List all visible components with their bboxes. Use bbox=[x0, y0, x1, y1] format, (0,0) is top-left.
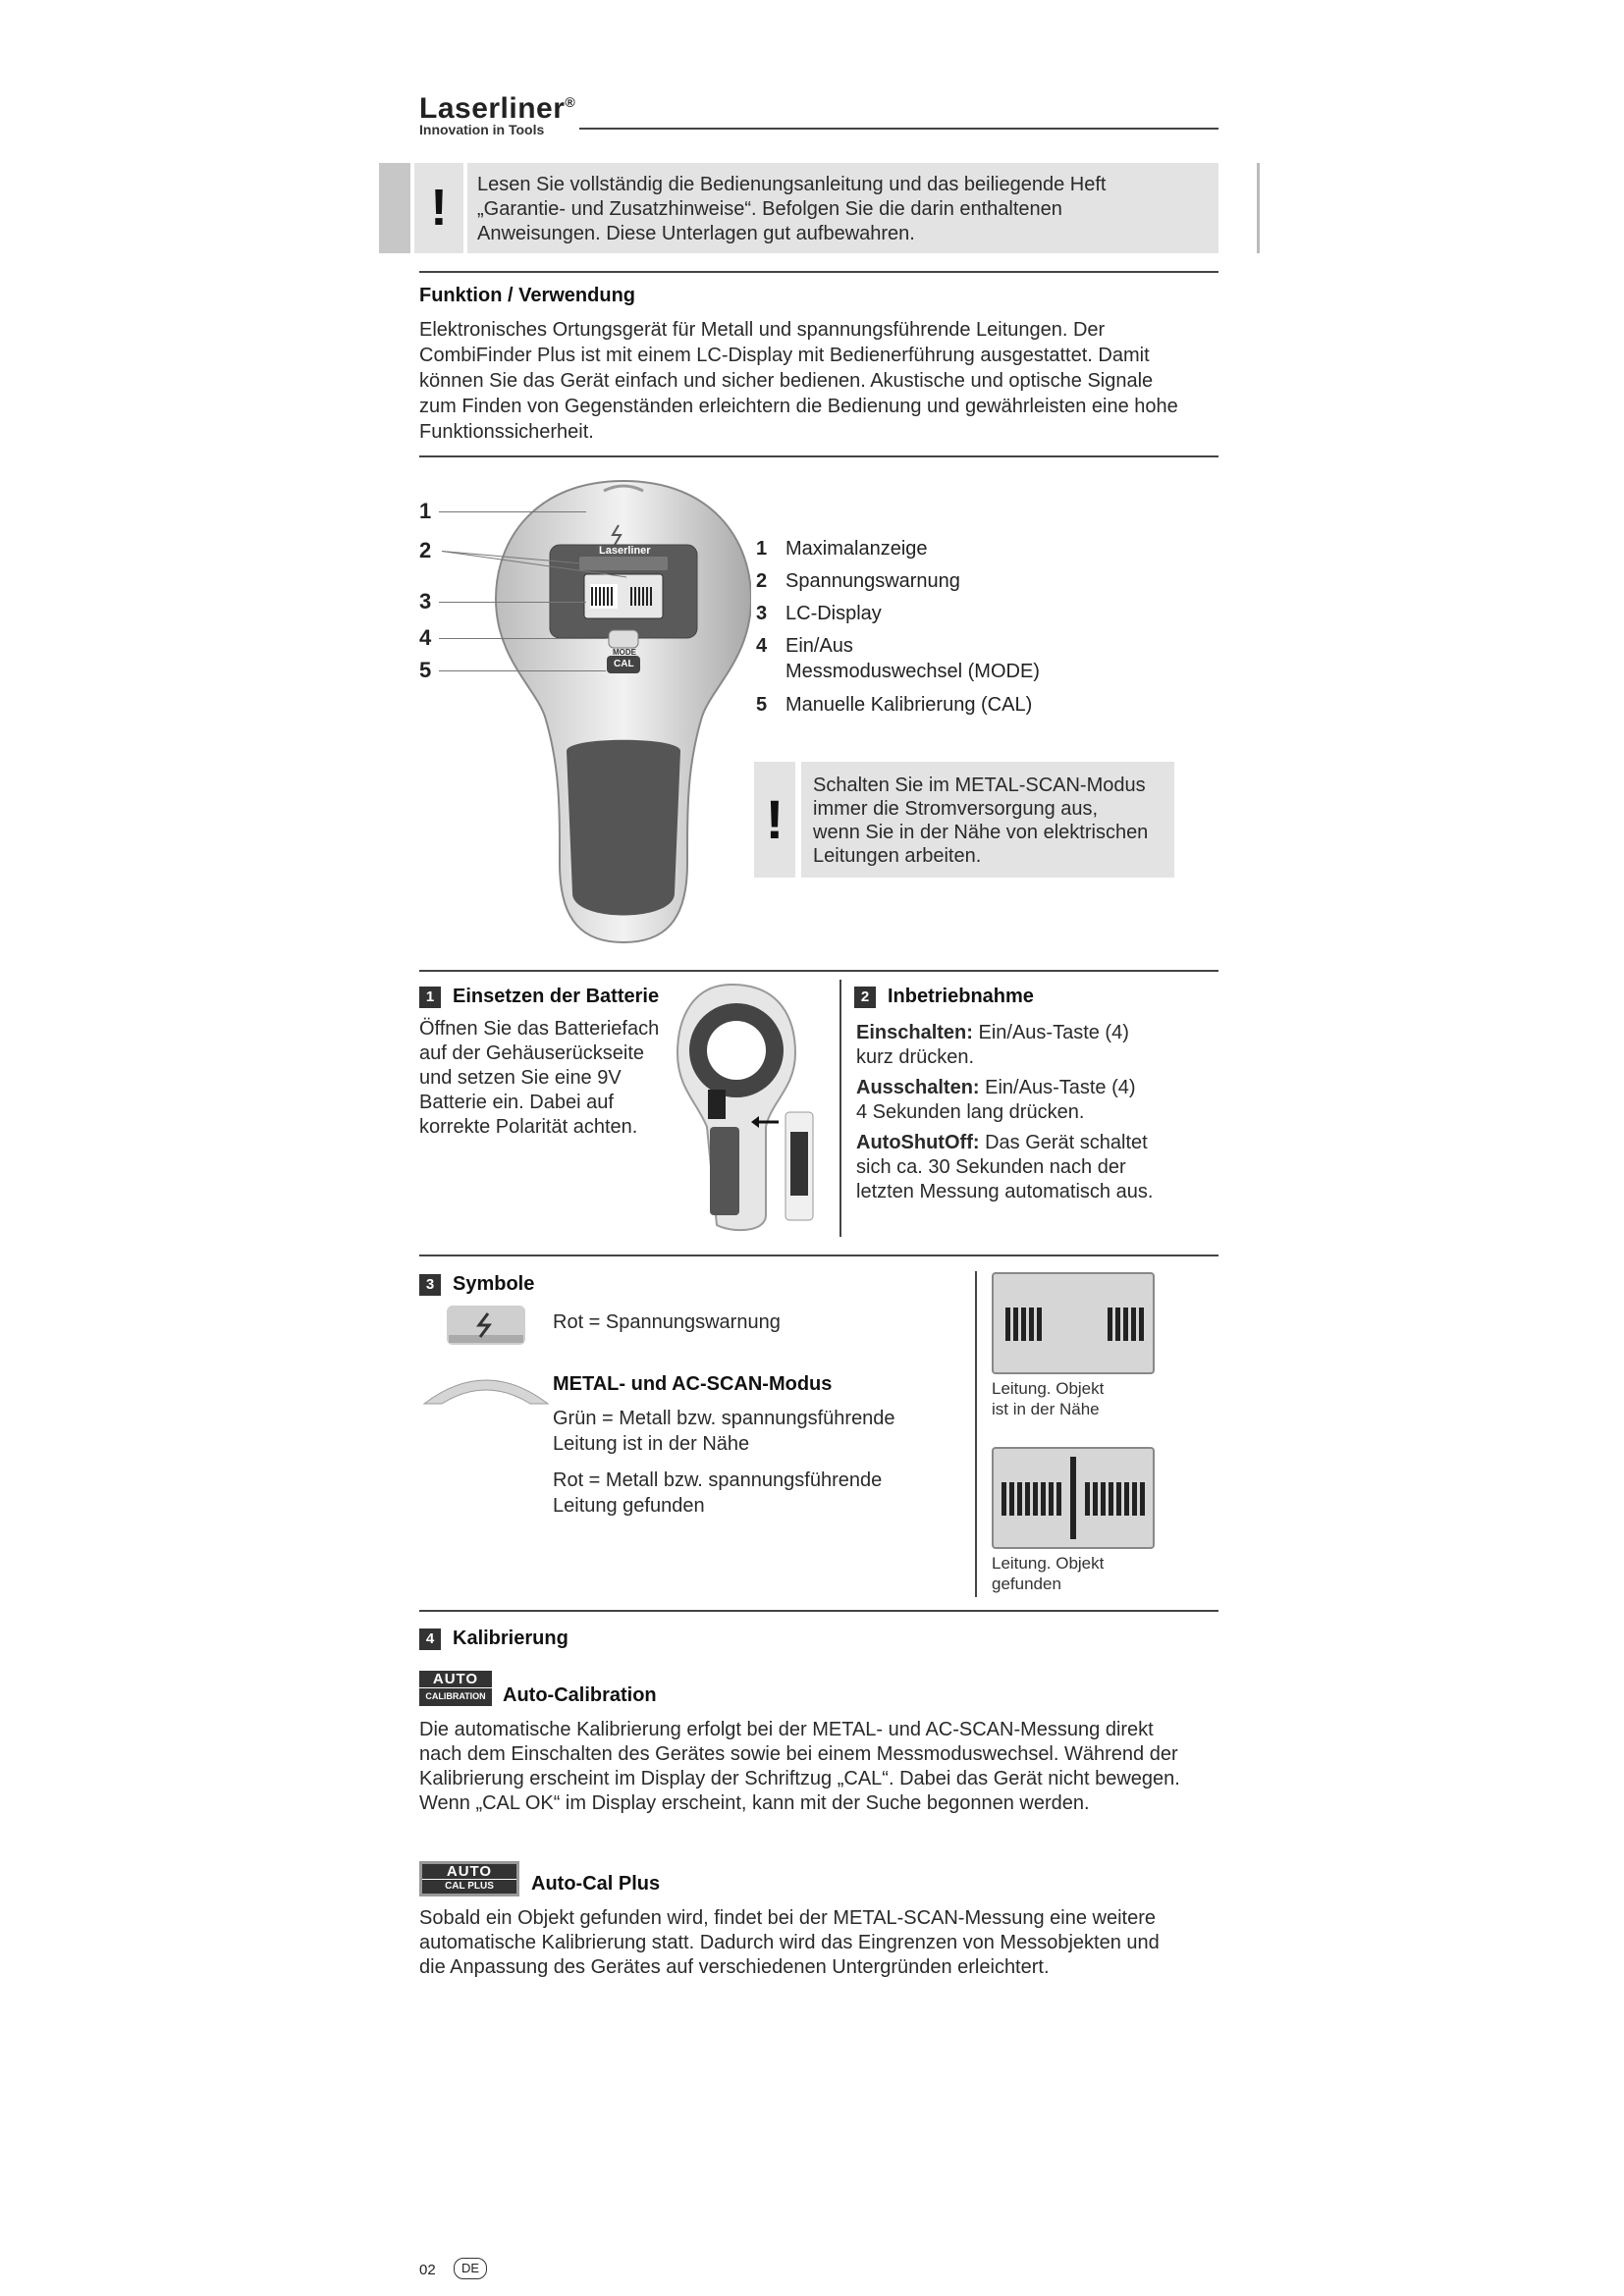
lcd-bars-near bbox=[994, 1274, 1153, 1372]
text-line: Funktionssicherheit. bbox=[419, 421, 594, 443]
scan-mode-title: METAL- und AC-SCAN-Modus bbox=[553, 1373, 833, 1395]
badge-bottom-text: CALIBRATION bbox=[425, 1691, 486, 1701]
text-line: können Sie das Gerät einfach und sicher bedienen. Akustische und optische Signale bbox=[419, 370, 1154, 392]
auto-cal-plus-badge bbox=[419, 1861, 519, 1896]
section-number: 3 bbox=[419, 1274, 441, 1296]
section-rule bbox=[419, 455, 1218, 457]
lcd-found-display bbox=[992, 1447, 1155, 1549]
lcd-found-caption bbox=[992, 1553, 1104, 1594]
lcd-near-caption bbox=[992, 1378, 1104, 1419]
warning-line: immer die Stromversorgung aus, bbox=[813, 798, 1099, 820]
text-line: automatische Kalibrierung statt. Dadurch wird das Eingrenzen von Messobjekten und bbox=[419, 1932, 1160, 1953]
text-line: Sobald ein Objekt gefunden wird, findet bei der METAL-SCAN-Messung eine weitere bbox=[419, 1907, 1157, 1929]
text-line: Die automatische Kalibrierung erfolgt bei der METAL- und AC-SCAN-Messung direkt bbox=[419, 1719, 1154, 1740]
section-rule bbox=[419, 970, 1218, 972]
lcd-bars-found bbox=[994, 1449, 1153, 1547]
battery-illustration bbox=[673, 980, 830, 1240]
column-divider bbox=[839, 980, 841, 1237]
section-rule bbox=[419, 1255, 1218, 1256]
section-rule bbox=[419, 271, 1218, 273]
text-line: Batterie ein. Dabei auf bbox=[419, 1092, 614, 1113]
section-number: 1 bbox=[419, 987, 441, 1008]
warning-line: wenn Sie in der Nähe von elektrischen bbox=[813, 822, 1149, 843]
section-rule bbox=[419, 1610, 1218, 1612]
autoshutoff-line: AutoShutOff: Das Gerät schaltet bbox=[856, 1132, 1148, 1153]
text-line: auf der Gehäuserückseite bbox=[419, 1042, 645, 1064]
callout-2: 2 bbox=[419, 538, 432, 562]
text-line: Rot = Metall bzw. spannungsführende bbox=[553, 1469, 883, 1491]
scan-mode-arc-icon bbox=[422, 1366, 550, 1406]
scan-mode-red bbox=[553, 1468, 882, 1519]
brand-tagline: Innovation in Tools bbox=[419, 122, 545, 137]
legend-item-5: 5 Manuelle Kalibrierung (CAL) bbox=[756, 694, 1033, 716]
lcd-near-display bbox=[992, 1272, 1155, 1374]
text-line: CombiFinder Plus ist mit einem LC-Display mit Bedienerführung ausgestattet. Damit bbox=[419, 345, 1150, 366]
text-line: Wenn „CAL OK“ im Display erscheint, kann mit der Suche begonnen werden. bbox=[419, 1792, 1090, 1814]
language-badge: DE bbox=[454, 2258, 487, 2279]
callout-5: 5 bbox=[419, 658, 432, 682]
text-line: Elektronisches Ortungsgerät für Metall und spannungsführende Leitungen. Der bbox=[419, 319, 1106, 341]
caption-line: Leitung. Objekt bbox=[992, 1379, 1105, 1398]
section2-text bbox=[856, 1021, 1153, 1204]
red-voltage-text: Rot = Spannungswarnung bbox=[553, 1311, 781, 1333]
badge-bottom-text: CAL PLUS bbox=[445, 1881, 494, 1892]
device-brand-small: Laserliner bbox=[599, 545, 651, 557]
section3-heading: 3 Symbole bbox=[419, 1273, 534, 1296]
leader-line bbox=[439, 638, 606, 639]
leader-line bbox=[439, 670, 606, 671]
warning-line: „Garantie- und Zusatzhinweise“. Befolgen Sie die darin enthaltenen bbox=[477, 198, 1062, 220]
warning-line: Anweisungen. Diese Unterlagen gut aufbewahren. bbox=[477, 223, 915, 244]
device-illustration bbox=[417, 471, 751, 947]
legend-item-2: 2 Spannungswarnung bbox=[756, 570, 960, 592]
caption-line: ist in der Nähe bbox=[992, 1400, 1100, 1418]
einschalten-line: Einschalten: Ein/Aus-Taste (4) bbox=[856, 1022, 1129, 1043]
scan-mode-green bbox=[553, 1406, 895, 1457]
leader-line bbox=[439, 511, 586, 512]
funktion-text bbox=[419, 317, 1224, 445]
column-divider bbox=[975, 1271, 977, 1597]
margin-marker bbox=[1257, 163, 1260, 253]
brand-logo: Laserliner® bbox=[419, 92, 576, 125]
legend-item-4: 4 Ein/Aus Messmoduswechsel (MODE) bbox=[756, 635, 1040, 682]
caption-line: gefunden bbox=[992, 1575, 1061, 1593]
ausschalten-line: Ausschalten: Ein/Aus-Taste (4) bbox=[856, 1077, 1136, 1098]
callout-1: 1 bbox=[419, 499, 432, 523]
funktion-title: Funktion / Verwendung bbox=[419, 285, 635, 306]
text-line: Grün = Metall bzw. spannungsführende bbox=[553, 1408, 895, 1429]
text-line: letzten Messung automatisch aus. bbox=[856, 1181, 1154, 1202]
text-line: Leitung gefunden bbox=[553, 1495, 705, 1517]
warning-line: Lesen Sie vollständig die Bedienungsanleitung und das beiliegende Heft bbox=[477, 174, 1107, 195]
warning-mid bbox=[801, 762, 1174, 878]
auto-calibration-badge bbox=[419, 1671, 492, 1706]
leader-line bbox=[439, 602, 586, 603]
text-line: die Anpassung des Gerätes auf verschiedenen Untergründen erleichtert. bbox=[419, 1956, 1050, 1978]
auto-cal-plus-text bbox=[419, 1906, 1224, 1980]
callout-4: 4 bbox=[419, 625, 432, 650]
auto-cal-plus-title: Auto-Cal Plus bbox=[531, 1873, 661, 1895]
warning-icon: ! bbox=[754, 762, 795, 878]
warning-line: Schalten Sie im METAL-SCAN-Modus bbox=[813, 774, 1146, 796]
auto-calibration-title: Auto-Calibration bbox=[503, 1684, 657, 1706]
badge-top-text: AUTO bbox=[419, 1671, 492, 1688]
section-number: 2 bbox=[854, 987, 876, 1008]
text-line: nach dem Einschalten des Gerätes sowie bei einem Messmoduswechsel. Während der bbox=[419, 1743, 1178, 1765]
text-line: Leitung ist in der Nähe bbox=[553, 1433, 750, 1455]
legend-item-3: 3 LC-Display bbox=[756, 603, 882, 624]
text-line: 4 Sekunden lang drücken. bbox=[856, 1101, 1085, 1123]
warning-strip bbox=[379, 163, 410, 253]
text-line: kurz drücken. bbox=[856, 1046, 975, 1068]
warning-line: Leitungen arbeiten. bbox=[813, 845, 982, 867]
header-rule bbox=[579, 128, 1218, 130]
section4-heading: 4 Kalibrierung bbox=[419, 1628, 568, 1650]
section2-heading: 2 Inbetriebnahme bbox=[854, 986, 1034, 1008]
section1-text bbox=[419, 1017, 659, 1140]
voltage-warning-icon bbox=[447, 1306, 525, 1345]
device-mode-label: MODE bbox=[613, 648, 636, 657]
text-line: sich ca. 30 Sekunden nach der bbox=[856, 1156, 1126, 1178]
warning-top bbox=[467, 163, 1218, 253]
text-line: Öffnen Sie das Batteriefach bbox=[419, 1018, 660, 1040]
warning-icon: ! bbox=[414, 163, 463, 253]
badge-top-text: AUTO bbox=[422, 1864, 516, 1880]
section-number: 4 bbox=[419, 1629, 441, 1650]
text-line: zum Finden von Gegenständen erleichtern die Bedienung und gewährleisten eine hohe bbox=[419, 396, 1178, 417]
auto-calibration-text bbox=[419, 1718, 1224, 1816]
callout-3: 3 bbox=[419, 589, 432, 614]
section1-heading: 1 Einsetzen der Batterie bbox=[419, 986, 659, 1008]
text-line: und setzen Sie eine 9V bbox=[419, 1067, 622, 1089]
page-number: 02 bbox=[419, 2262, 436, 2278]
text-line: Kalibrierung erscheint im Display der Schriftzug „CAL“. Dabei das Gerät nicht bewegen. bbox=[419, 1768, 1180, 1789]
legend-item-1: 1 Maximalanzeige bbox=[756, 538, 928, 560]
caption-line: Leitung. Objekt bbox=[992, 1554, 1105, 1573]
text-line: korrekte Polarität achten. bbox=[419, 1116, 638, 1138]
device-cal-label: CAL bbox=[614, 659, 634, 669]
